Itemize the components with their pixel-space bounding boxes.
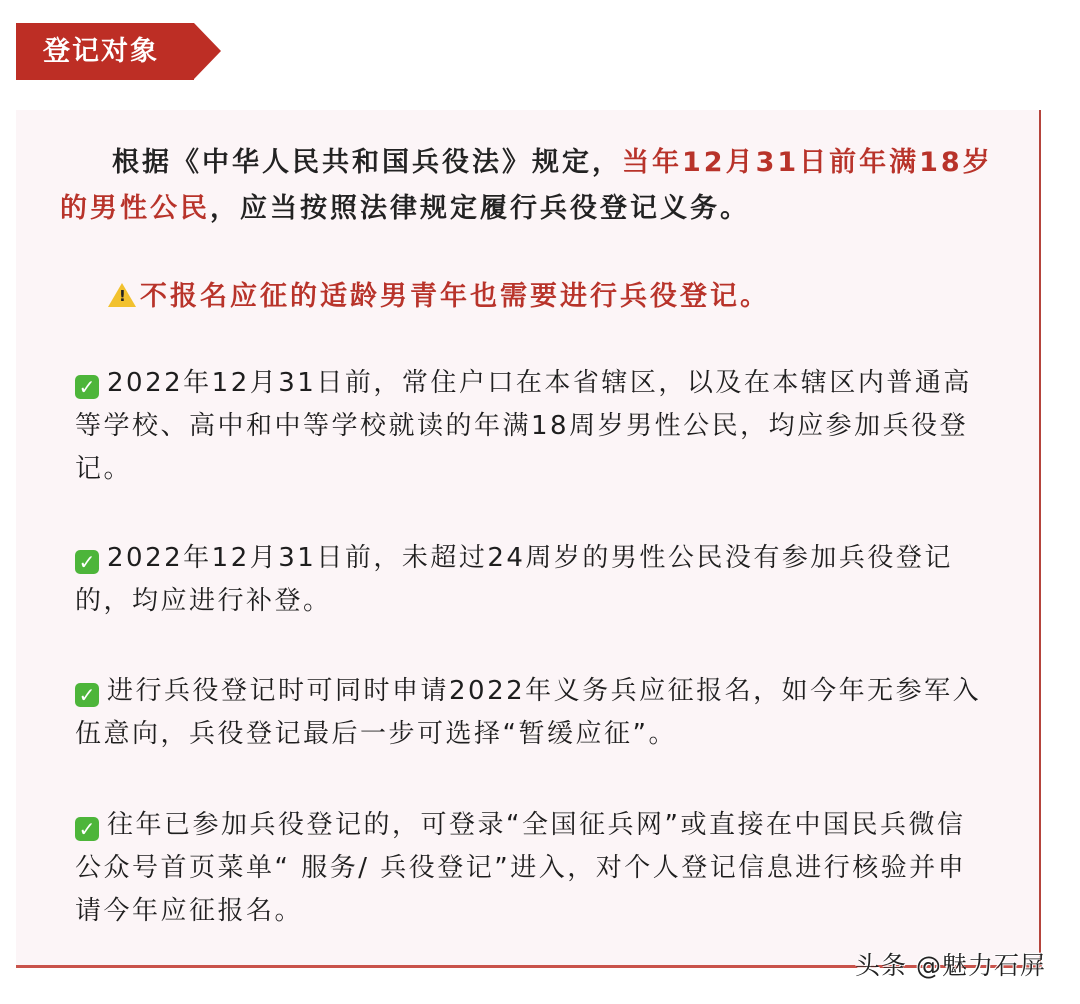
list-item	[75, 670, 990, 756]
check-icon: ✓	[75, 817, 99, 841]
check-icon: ✓	[75, 550, 99, 574]
intro-text-1: 根据《中华人民共和国兵役法》规定，	[112, 147, 622, 178]
intro-text-2: ，应当按照法律规定履行兵役登记义务。	[210, 193, 750, 224]
watermark: 头条 @魅力石屏	[855, 951, 1046, 980]
list-item	[75, 804, 990, 933]
intro-paragraph	[60, 140, 1005, 232]
warning-text: 不报名应征的适龄男青年也需要进行兵役登记。	[140, 281, 770, 312]
list-item-text: 往年已参加兵役登记的，可登录“全国征兵网”或直接在中国民兵微信公众号首页菜单“ 服务/ 兵役登记”进入，对个人登记信息进行核验并申请今年应征报名。	[75, 810, 967, 926]
warning-line	[108, 275, 770, 319]
list-item-text: 2022年12月31日前，未超过24周岁的男性公民没有参加兵役登记的，均应进行补登。	[75, 543, 953, 616]
warning-icon	[108, 283, 136, 307]
list-item	[75, 537, 990, 623]
check-icon: ✓	[75, 375, 99, 399]
list-item	[75, 362, 990, 491]
list-item-text: 2022年12月31日前，常住户口在本省辖区，以及在本辖区内普通高等学校、高中和中等学校就读的年满18周岁男性公民，均应参加兵役登记。	[75, 368, 972, 484]
check-icon: ✓	[75, 683, 99, 707]
section-tag	[16, 23, 194, 80]
intro-highlight: 当年12月31日前年满18岁的男性公民	[60, 147, 993, 224]
list-item-text: 进行兵役登记时可同时申请2022年义务兵应征报名，如今年无参军入伍意向，兵役登记最后一步可选择“暂缓应征”。	[75, 676, 982, 749]
section-tag-label: 登记对象	[43, 36, 159, 67]
